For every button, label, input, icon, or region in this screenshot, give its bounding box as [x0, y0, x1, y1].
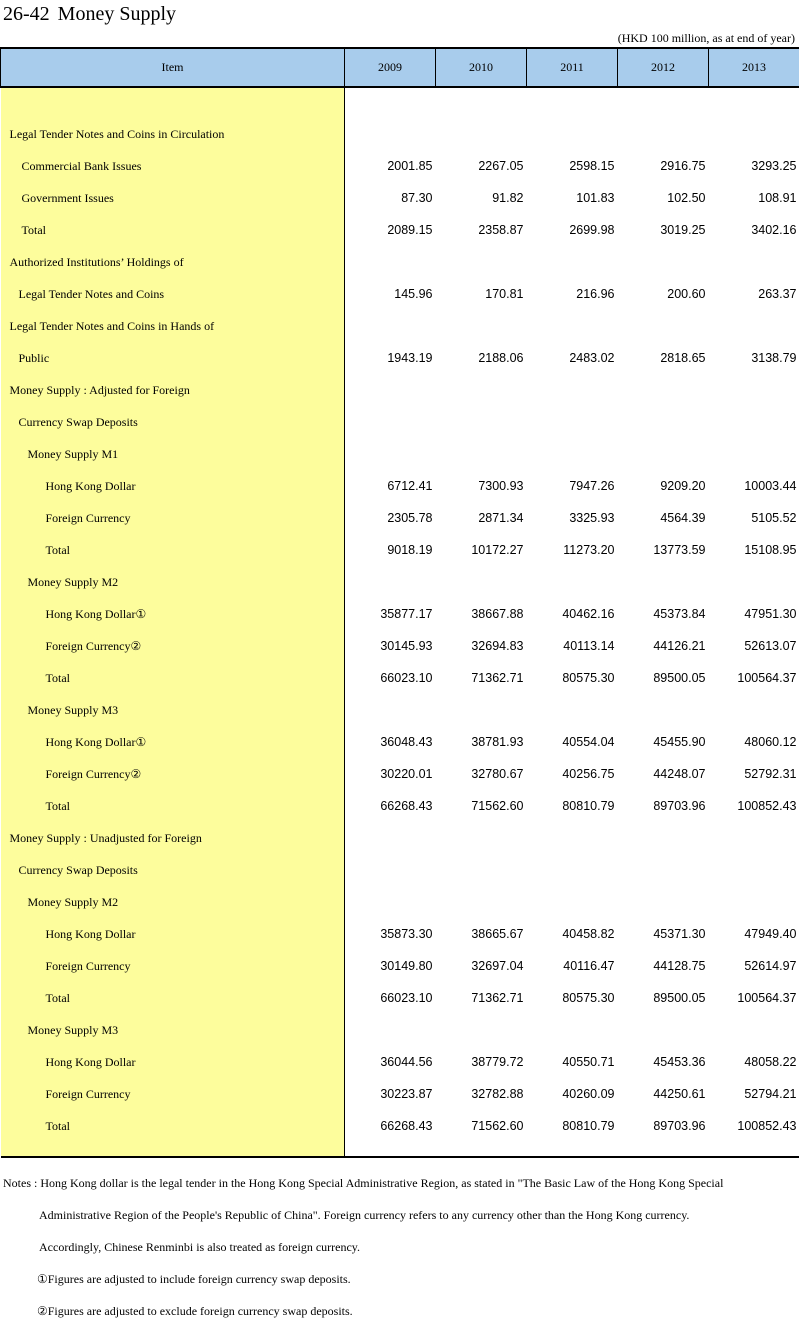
value-cell [345, 1014, 436, 1046]
value-cell [436, 822, 527, 854]
value-cell: 4564.39 [618, 502, 709, 534]
value-cell: 40458.82 [527, 918, 618, 950]
table-row [1, 694, 799, 726]
value-cell [527, 566, 618, 598]
table-row [1, 886, 799, 918]
value-cell: 87.30 [345, 182, 436, 214]
value-cell: 40260.09 [527, 1078, 618, 1110]
value-cell: 45373.84 [618, 598, 709, 630]
value-cell [436, 1014, 527, 1046]
value-cell: 45455.90 [618, 726, 709, 758]
value-cell [345, 822, 436, 854]
row-label: Hong Kong Dollar [1, 470, 345, 502]
row-label: Hong Kong Dollar [1, 918, 345, 950]
value-cell: 30220.01 [345, 758, 436, 790]
value-cell [709, 438, 799, 470]
value-cell [527, 310, 618, 342]
header-year: 2012 [618, 48, 709, 87]
value-cell [709, 246, 799, 278]
value-cell [345, 438, 436, 470]
row-label: Foreign Currency [1, 502, 345, 534]
note-line: ①Figures are adjusted to include foreign currency swap deposits. [3, 1269, 799, 1301]
value-cell: 101.83 [527, 182, 618, 214]
value-cell: 36048.43 [345, 726, 436, 758]
table-row [1, 1110, 799, 1142]
value-cell: 52794.21 [709, 1078, 799, 1110]
spacer-row [1, 1142, 799, 1157]
table-row [1, 214, 799, 246]
row-label: Foreign Currency② [1, 758, 345, 790]
value-cell [709, 374, 799, 406]
value-cell: 35873.30 [345, 918, 436, 950]
row-label: Foreign Currency [1, 1078, 345, 1110]
value-cell: 52613.07 [709, 630, 799, 662]
value-cell [527, 406, 618, 438]
value-cell: 48060.12 [709, 726, 799, 758]
value-cell [436, 374, 527, 406]
table-number: 26-42 [3, 3, 50, 25]
value-cell [436, 438, 527, 470]
header-year: 2011 [527, 48, 618, 87]
row-label: Money Supply M2 [1, 886, 345, 918]
spacer-row [1, 87, 799, 118]
row-label: Total [1, 1110, 345, 1142]
value-cell: 38665.67 [436, 918, 527, 950]
table-row [1, 118, 799, 150]
value-cell: 2483.02 [527, 342, 618, 374]
value-cell: 102.50 [618, 182, 709, 214]
value-cell [709, 854, 799, 886]
value-cell [618, 886, 709, 918]
value-cell: 2089.15 [345, 214, 436, 246]
table-row [1, 918, 799, 950]
value-cell: 32697.04 [436, 950, 527, 982]
value-cell: 35877.17 [345, 598, 436, 630]
value-cell: 11273.20 [527, 534, 618, 566]
value-cell [709, 1014, 799, 1046]
value-cell [527, 694, 618, 726]
row-label: Legal Tender Notes and Coins [1, 278, 345, 310]
value-cell: 10172.27 [436, 534, 527, 566]
value-cell: 200.60 [618, 278, 709, 310]
value-cell: 100852.43 [709, 1110, 799, 1142]
value-cell [345, 310, 436, 342]
value-cell: 100852.43 [709, 790, 799, 822]
row-label: Public [1, 342, 345, 374]
value-cell [436, 854, 527, 886]
value-cell [527, 854, 618, 886]
value-cell [345, 374, 436, 406]
value-cell: 44128.75 [618, 950, 709, 982]
value-cell: 30149.80 [345, 950, 436, 982]
money-supply-table [0, 47, 799, 1158]
table-row [1, 982, 799, 1014]
value-cell [436, 246, 527, 278]
value-cell [436, 406, 527, 438]
value-cell: 66023.10 [345, 982, 436, 1014]
row-label: Total [1, 534, 345, 566]
row-label: Authorized Institutions’ Holdings of [1, 246, 345, 278]
value-cell [618, 374, 709, 406]
value-cell: 2699.98 [527, 214, 618, 246]
header-year: 2013 [709, 48, 799, 87]
value-cell: 13773.59 [618, 534, 709, 566]
header-row [1, 48, 799, 87]
table-row [1, 342, 799, 374]
table-row [1, 150, 799, 182]
value-cell [345, 118, 436, 150]
value-cell: 2818.65 [618, 342, 709, 374]
table-row [1, 534, 799, 566]
value-cell: 2305.78 [345, 502, 436, 534]
row-label: Foreign Currency② [1, 630, 345, 662]
row-label: Currency Swap Deposits [1, 406, 345, 438]
value-cell [345, 886, 436, 918]
table-row [1, 246, 799, 278]
table-row [1, 1078, 799, 1110]
value-cell: 66268.43 [345, 790, 436, 822]
value-cell: 89703.96 [618, 1110, 709, 1142]
value-cell: 216.96 [527, 278, 618, 310]
value-cell [709, 310, 799, 342]
value-cell: 71362.71 [436, 662, 527, 694]
row-label: Government Issues [1, 182, 345, 214]
value-cell: 89500.05 [618, 662, 709, 694]
value-cell [618, 118, 709, 150]
row-label: Money Supply M1 [1, 438, 345, 470]
value-cell: 40256.75 [527, 758, 618, 790]
table-row [1, 406, 799, 438]
value-cell: 71562.60 [436, 1110, 527, 1142]
value-cell: 5105.52 [709, 502, 799, 534]
value-cell [709, 406, 799, 438]
value-cell [709, 118, 799, 150]
value-cell [436, 310, 527, 342]
value-cell: 44248.07 [618, 758, 709, 790]
table-row [1, 630, 799, 662]
value-cell [345, 246, 436, 278]
value-cell: 2871.34 [436, 502, 527, 534]
value-cell: 32694.83 [436, 630, 527, 662]
value-cell: 80810.79 [527, 1110, 618, 1142]
table-row [1, 182, 799, 214]
value-cell [618, 438, 709, 470]
value-cell: 30223.87 [345, 1078, 436, 1110]
page-title [3, 3, 176, 26]
table-row [1, 438, 799, 470]
value-cell [618, 822, 709, 854]
table-row [1, 1014, 799, 1046]
value-cell: 52614.97 [709, 950, 799, 982]
note-line: Accordingly, Chinese Renminbi is also treated as foreign currency. [3, 1237, 799, 1269]
value-cell: 44126.21 [618, 630, 709, 662]
value-cell [709, 694, 799, 726]
value-cell: 30145.93 [345, 630, 436, 662]
value-cell: 91.82 [436, 182, 527, 214]
value-cell [709, 886, 799, 918]
value-cell [436, 566, 527, 598]
value-cell: 80810.79 [527, 790, 618, 822]
value-cell [527, 374, 618, 406]
value-cell: 40550.71 [527, 1046, 618, 1078]
table-row [1, 598, 799, 630]
value-cell: 80575.30 [527, 662, 618, 694]
value-cell: 52792.31 [709, 758, 799, 790]
row-label: Foreign Currency [1, 950, 345, 982]
value-cell: 45453.36 [618, 1046, 709, 1078]
value-cell [709, 822, 799, 854]
value-cell: 40116.47 [527, 950, 618, 982]
value-cell: 47951.30 [709, 598, 799, 630]
table-row [1, 310, 799, 342]
value-cell: 145.96 [345, 278, 436, 310]
value-cell: 2358.87 [436, 214, 527, 246]
value-cell [527, 438, 618, 470]
table-row [1, 854, 799, 886]
value-cell: 32782.88 [436, 1078, 527, 1110]
value-cell: 3325.93 [527, 502, 618, 534]
value-cell: 38667.88 [436, 598, 527, 630]
row-label: Hong Kong Dollar [1, 1046, 345, 1078]
label-cell [1, 1142, 345, 1157]
unit-note: (HKD 100 million, as at end of year) [618, 31, 795, 46]
row-label: Currency Swap Deposits [1, 854, 345, 886]
value-cell: 170.81 [436, 278, 527, 310]
value-cell: 71362.71 [436, 982, 527, 1014]
value-cell: 89500.05 [618, 982, 709, 1014]
value-cell: 66268.43 [345, 1110, 436, 1142]
value-cell: 1943.19 [345, 342, 436, 374]
value-cell [618, 566, 709, 598]
value-cell [527, 822, 618, 854]
row-label: Money Supply : Adjusted for Foreign [1, 374, 345, 406]
value-cell: 2001.85 [345, 150, 436, 182]
row-label: Legal Tender Notes and Coins in Circulation [1, 118, 345, 150]
value-cell: 2598.15 [527, 150, 618, 182]
value-cell [345, 406, 436, 438]
table-row [1, 502, 799, 534]
value-cell: 108.91 [709, 182, 799, 214]
value-cell: 48058.22 [709, 1046, 799, 1078]
value-cell [527, 118, 618, 150]
value-cell: 40554.04 [527, 726, 618, 758]
header-year: 2010 [436, 48, 527, 87]
value-cell: 66023.10 [345, 662, 436, 694]
table-row [1, 470, 799, 502]
row-label: Total [1, 982, 345, 1014]
value-cell: 9018.19 [345, 534, 436, 566]
table-row [1, 790, 799, 822]
value-cell [345, 854, 436, 886]
value-cell: 10003.44 [709, 470, 799, 502]
value-cell [345, 566, 436, 598]
value-cell [618, 246, 709, 278]
row-label: Money Supply M3 [1, 1014, 345, 1046]
value-cell: 32780.67 [436, 758, 527, 790]
header-item: Item [1, 48, 345, 87]
value-cell: 47949.40 [709, 918, 799, 950]
value-cell [527, 1014, 618, 1046]
value-cell: 38781.93 [436, 726, 527, 758]
value-cell [527, 246, 618, 278]
note-line: Administrative Region of the People's Republic of China". Foreign currency refers to any currency other than the Hong Kong currency. [3, 1205, 799, 1237]
value-cell: 15108.95 [709, 534, 799, 566]
value-cell [618, 406, 709, 438]
value-cell [345, 694, 436, 726]
value-cell: 44250.61 [618, 1078, 709, 1110]
value-cell: 7947.26 [527, 470, 618, 502]
table-row [1, 822, 799, 854]
header-year: 2009 [345, 48, 436, 87]
label-cell [1, 87, 345, 118]
value-cell: 3402.16 [709, 214, 799, 246]
value-cell: 36044.56 [345, 1046, 436, 1078]
value-cell [618, 854, 709, 886]
value-cell: 2267.05 [436, 150, 527, 182]
table-body [1, 87, 799, 1157]
value-cell: 100564.37 [709, 662, 799, 694]
row-label: Money Supply M3 [1, 694, 345, 726]
value-cell [618, 1014, 709, 1046]
value-cell [436, 118, 527, 150]
row-label: Legal Tender Notes and Coins in Hands of [1, 310, 345, 342]
value-cell [618, 694, 709, 726]
value-cell: 2188.06 [436, 342, 527, 374]
value-cell: 100564.37 [709, 982, 799, 1014]
row-label: Hong Kong Dollar① [1, 726, 345, 758]
row-label: Commercial Bank Issues [1, 150, 345, 182]
value-cell: 9209.20 [618, 470, 709, 502]
value-cell: 3019.25 [618, 214, 709, 246]
row-label: Money Supply M2 [1, 566, 345, 598]
table-row [1, 726, 799, 758]
value-cell: 38779.72 [436, 1046, 527, 1078]
value-cell: 2916.75 [618, 150, 709, 182]
value-cell: 89703.96 [618, 790, 709, 822]
note-line: ②Figures are adjusted to exclude foreign currency swap deposits. [3, 1301, 799, 1333]
value-cell: 71562.60 [436, 790, 527, 822]
value-cell: 7300.93 [436, 470, 527, 502]
value-cell [618, 310, 709, 342]
row-label: Total [1, 214, 345, 246]
row-label: Total [1, 790, 345, 822]
notes [3, 1173, 799, 1333]
value-cell: 40462.16 [527, 598, 618, 630]
value-cell [527, 886, 618, 918]
table-row [1, 278, 799, 310]
value-cell [436, 886, 527, 918]
table-row [1, 758, 799, 790]
row-label: Total [1, 662, 345, 694]
table-row [1, 1046, 799, 1078]
row-label: Money Supply : Unadjusted for Foreign [1, 822, 345, 854]
table-row [1, 662, 799, 694]
note-line: Notes : Hong Kong dollar is the legal tender in the Hong Kong Special Administrative Region, as stated in "The Basic Law of the Hong Kong Special [3, 1173, 799, 1205]
table-row [1, 374, 799, 406]
value-cell [436, 694, 527, 726]
value-cell [709, 566, 799, 598]
value-cell: 45371.30 [618, 918, 709, 950]
row-label: Hong Kong Dollar① [1, 598, 345, 630]
value-cell: 40113.14 [527, 630, 618, 662]
value-cell: 6712.41 [345, 470, 436, 502]
value-cell: 3293.25 [709, 150, 799, 182]
table-row [1, 950, 799, 982]
table-title: Money Supply [58, 3, 176, 25]
value-cell: 263.37 [709, 278, 799, 310]
table-row [1, 566, 799, 598]
value-cell: 80575.30 [527, 982, 618, 1014]
value-cell: 3138.79 [709, 342, 799, 374]
